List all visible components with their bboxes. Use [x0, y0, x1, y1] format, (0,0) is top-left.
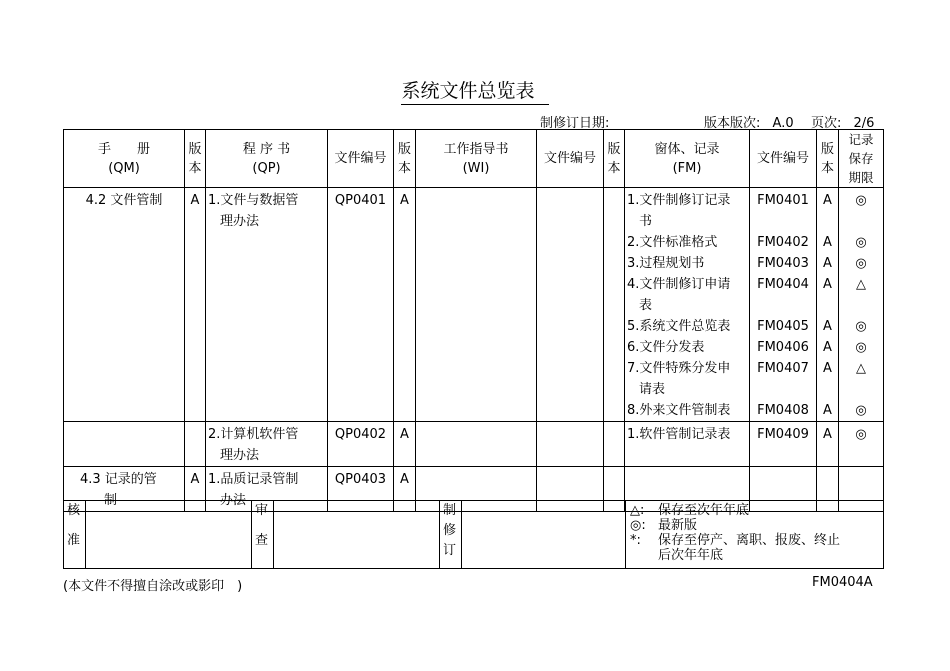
- revision-date-label: 制修订日期:: [540, 116, 610, 131]
- col-ver4: 版本: [817, 130, 839, 188]
- procedure-no-cell: QP0403: [328, 467, 394, 512]
- col-form: 窗体、记录 (FM): [625, 130, 750, 188]
- retention-cell: ◎: [839, 422, 884, 467]
- retention-cell: ◎ ◎ ◎ △ ◎ ◎ △ ◎: [839, 188, 884, 422]
- list-item: 1.文件制修订记录 书: [627, 193, 731, 229]
- procedure-cell: 2.计算机软件管 理办法: [206, 422, 328, 467]
- retention-legend: [626, 501, 884, 569]
- review-label: 审 查: [252, 501, 274, 569]
- form-cell: 1.软件管制记录表: [625, 422, 750, 467]
- list-item: 8.外来文件管制表: [627, 403, 731, 418]
- header-row: [64, 130, 884, 188]
- procedure-ver-cell: A: [394, 467, 416, 512]
- procedure-cell: 1.品质记录管制 办法: [206, 467, 328, 512]
- procedure-cell: 1.文件与数据管 理办法: [206, 188, 328, 422]
- form-list-cell: [625, 188, 750, 422]
- signoff-table: [63, 500, 884, 569]
- list-item: 4.文件制修订申请 表: [627, 277, 731, 313]
- version-value: A.0: [772, 116, 794, 131]
- form-ver-cell: A: [817, 422, 839, 467]
- instruction-cell: [416, 422, 537, 467]
- col-ver2: 版本: [394, 130, 416, 188]
- footer-note: (本文件不得擅自涂改或影印 ): [63, 579, 243, 594]
- col-doc-no2: 文件编号: [537, 130, 604, 188]
- list-item: 7.文件特殊分发申 请表: [627, 361, 731, 397]
- manual-ver-cell: A: [185, 188, 206, 422]
- manual-cell: 4.2 文件管制: [64, 188, 185, 422]
- col-retention: 记录保存期限: [839, 130, 884, 188]
- legend-item: ◎: 最新版: [630, 518, 698, 533]
- list-item: 5.系统文件总览表: [627, 319, 731, 334]
- col-doc-no1: 文件编号: [328, 130, 394, 188]
- instruction-cell: [416, 188, 537, 422]
- procedure-ver-cell: A: [394, 422, 416, 467]
- col-procedure: 程 序 书 (QP): [206, 130, 328, 188]
- legend-item: *: 保存至停产、离职、报废、终止: [630, 533, 841, 548]
- revise-label: 制 修 订: [440, 501, 462, 569]
- form-code: FM0404A: [812, 575, 873, 590]
- instruction-no-cell: [537, 188, 604, 422]
- table-row: [64, 188, 884, 422]
- review-field: [274, 501, 440, 569]
- col-ver1: 版本: [185, 130, 206, 188]
- revise-field: [462, 501, 626, 569]
- col-manual: 手 册 (QM): [64, 130, 185, 188]
- instruction-ver-cell: [604, 188, 625, 422]
- table-row: [64, 422, 884, 467]
- procedure-no-cell: QP0402: [328, 422, 394, 467]
- list-item: 2.文件标准格式: [627, 235, 718, 250]
- version-label: 版本版次:: [704, 116, 761, 131]
- approve-label: 核 准: [64, 501, 86, 569]
- manual-cell: 4.3 记录的管 制: [64, 467, 185, 512]
- approve-field: [86, 501, 252, 569]
- col-doc-no3: 文件编号: [750, 130, 817, 188]
- instruction-no-cell: [537, 422, 604, 467]
- page-label: 页次:: [811, 116, 842, 131]
- page-value: 2/6: [853, 116, 875, 131]
- list-item: 6.文件分发表: [627, 340, 705, 355]
- document-overview-table: [63, 129, 884, 512]
- col-instruction: 工作指导书 (WI): [416, 130, 537, 188]
- form-ver-cell: A A A A A A A A: [817, 188, 839, 422]
- procedure-no-cell: QP0401: [328, 188, 394, 422]
- list-item: 3.过程规划书: [627, 256, 705, 271]
- procedure-ver-cell: A: [394, 188, 416, 422]
- manual-cell: [64, 422, 185, 467]
- col-ver3: 版本: [604, 130, 625, 188]
- manual-ver-cell: [185, 422, 206, 467]
- form-no-cell: FM0401 FM0402 FM0403 FM0404 FM0405 FM0406 FM0407 FM0408: [750, 188, 817, 422]
- legend-item: △: 保存至次年年底: [630, 503, 750, 518]
- instruction-ver-cell: [604, 422, 625, 467]
- form-no-cell: FM0409: [750, 422, 817, 467]
- legend-item: 后次年年底: [658, 548, 724, 563]
- document-title: 系统文件总览表: [0, 76, 950, 103]
- manual-ver-cell: A: [185, 467, 206, 512]
